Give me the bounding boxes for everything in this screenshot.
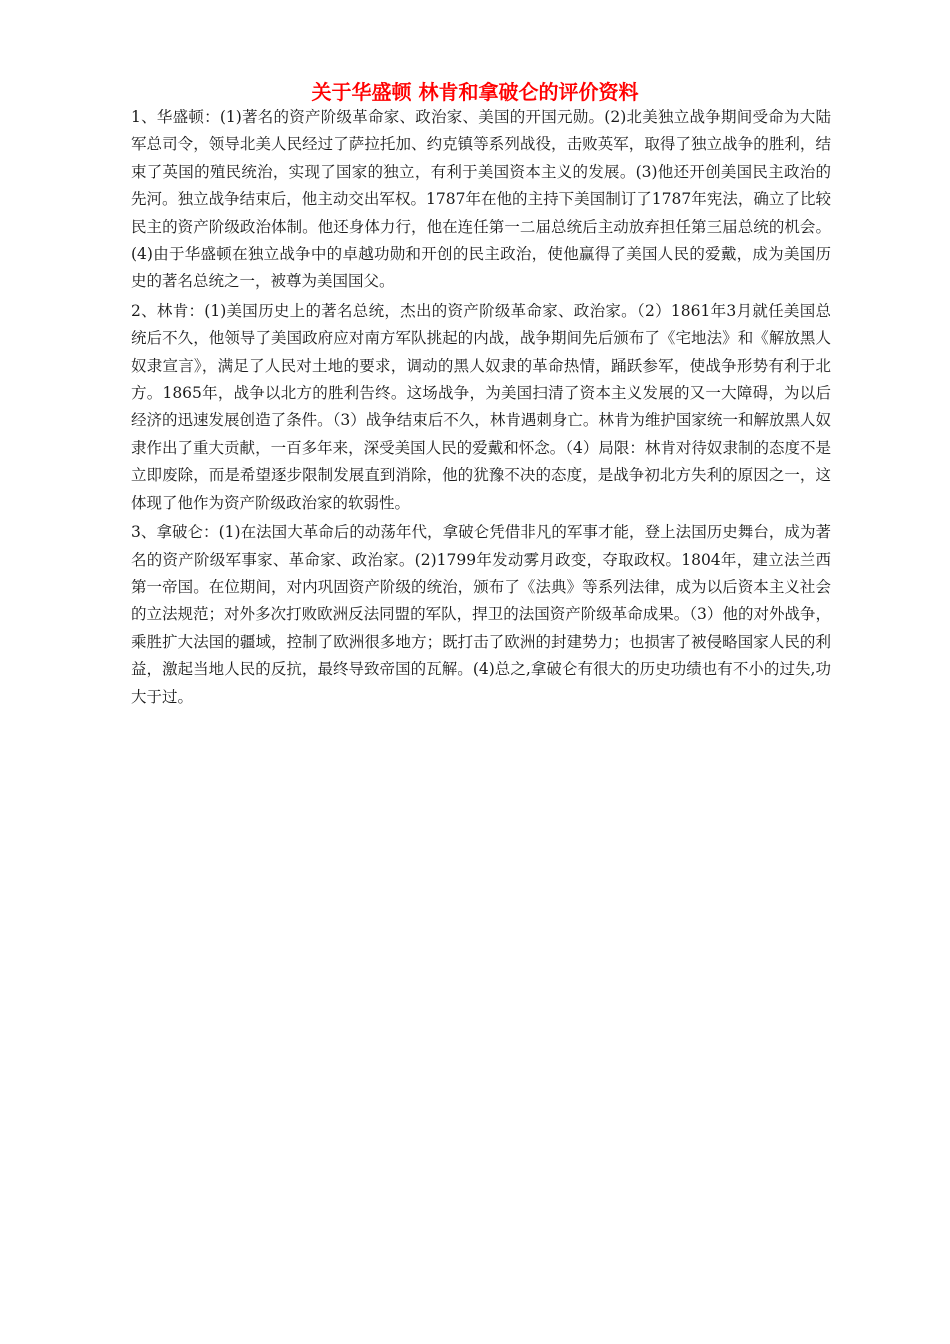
section-lincoln [131, 298, 831, 517]
document-body [131, 104, 831, 711]
document-title: 关于华盛顿 林肯和拿破仑的评价资料 [311, 80, 639, 104]
section-napoleon [131, 519, 831, 711]
section-washington [131, 104, 831, 296]
paragraph-lincoln: 2、林肯：(1)美国历史上的著名总统，杰出的资产阶级革命家、政治家。（2）1861年3月就任美国总统后不久，他领导了美国政府应对南方军队挑起的内战，战争期间先后颁布了《宅地法》和《解放黑人奴隶宣言》，满足了人民对土地的要求，调动的黑人奴隶的革命热情，踊跃参军，使战争形势有利于北方。1865年，战争以北方的胜利告终。这场战争，为美国扫清了资本主义发展的又一大障碍，为以后经济的迅速发展创造了条件。（3）战争结束后不久，林肯遇刺身亡。林肯为维护国家统一和解放黑人奴隶作出了重大贡献，一百多年来，深受美国人民的爱戴和怀念。（4）局限：林肯对待奴隶制的态度不是立即废除，而是希望逐步限制发展直到消除，他的犹豫不决的态度，是战争初北方失利的原因之一，这体现了他作为资产阶级政治家的软弱性。 [131, 301, 831, 512]
paragraph-washington: 1、华盛顿：(1)著名的资产阶级革命家、政治家、美国的开国元勋。(2)北美独立战争期间受命为大陆军总司令，领导北美人民经过了萨拉托加、约克镇等系列战役，击败英军，取得了独立战争的胜利，结束了英国的殖民统治，实现了国家的独立，有利于美国资本主义的发展。(3)他还开创美国民主政治的先河。独立战争结束后，他主动交出军权。1787年在他的主持下美国制订了1787年宪法，确立了比较民主的资产阶级政治体制。他还身体力行，他在连任第一二届总统后主动放弃担任第三届总统的机会。(4)由于华盛顿在独立战争中的卓越功勋和开创的民主政治，使他赢得了美国人民的爱戴，成为美国历史的著名总统之一，被尊为美国国父。 [131, 108, 831, 291]
paragraph-napoleon: 3、拿破仑：(1)在法国大革命后的动荡年代，拿破仑凭借非凡的军事才能，登上法国历史舞台，成为著名的资产阶级军事家、革命家、政治家。(2)1799年发动雾月政变，夺取政权。1804年，建立法兰西第一帝国。在位期间，对内巩固资产阶级的统治，颁布了《法典》等系列法律，成为以后资本主义社会的立法规范；对外多次打败欧洲反法同盟的军队，捍卫的法国资产阶级革命成果。（3）他的对外战争，乘胜扩大法国的疆域，控制了欧洲很多地方；既打击了欧洲的封建势力；也损害了被侵略国家人民的利益，激起当地人民的反抗，最终导致帝国的瓦解。(4)总之,拿破仑有很大的历史功绩也有不小的过失,功大于过。 [131, 523, 831, 706]
